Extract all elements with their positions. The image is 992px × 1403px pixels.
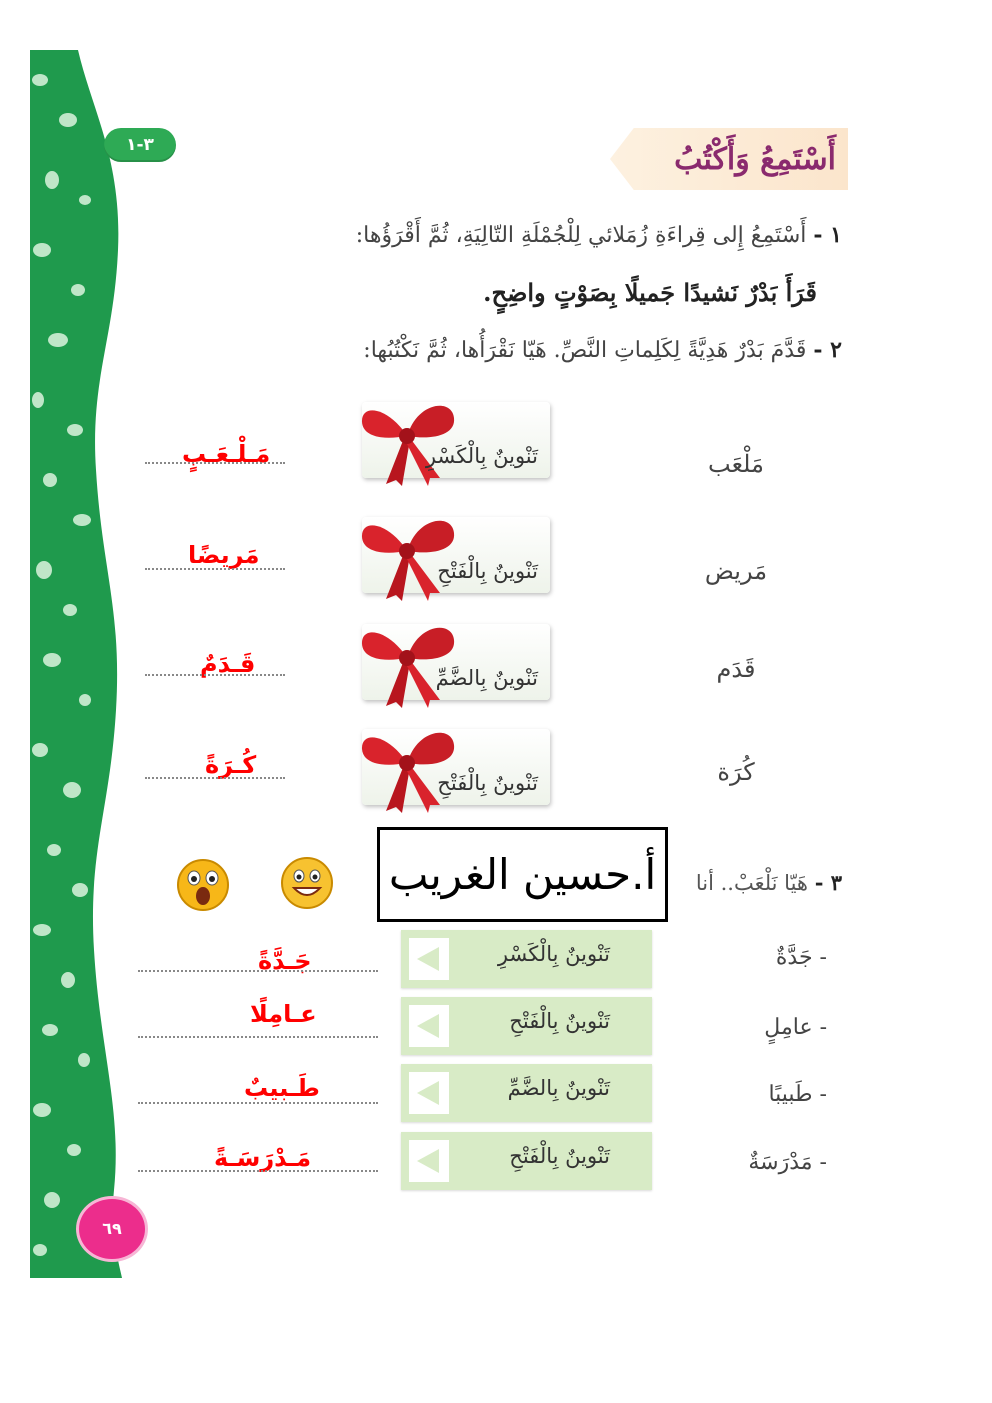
ex2-word-3: قَدَم [716, 655, 756, 683]
exercise-1-sentence: قَرَأَ بَدْرٌ نَشيدًا جَميلًا بِصَوْتٍ واضِحٍ. [483, 278, 817, 307]
ex3-answer-line-3[interactable] [138, 1102, 378, 1104]
ex2-answer-2: مَريضًا [188, 541, 260, 569]
gift-card-4 [362, 729, 550, 805]
exercise-1-text: أَسْتَمِعُ إِلى قِراءَةِ زُمَلائي لِلْجُمْلَةِ التّالِيَةِ، ثُمَّ أَقْرَؤُها: [355, 223, 807, 248]
arrow-slot-icon [409, 1072, 449, 1114]
exercise-2-number: ٢ - [813, 337, 842, 363]
gift-card-1 [362, 402, 550, 478]
ex2-word-2: مَريض [704, 557, 768, 585]
teacher-signature-box: أ.حسين الغريب [377, 827, 668, 922]
arrow-slot-icon [409, 1005, 449, 1047]
gift-card-3 [362, 624, 550, 700]
ex3-label-4: تَنْوينٌ بِالْفَتْحِ [509, 1144, 610, 1168]
exercise-1-instruction [356, 222, 842, 248]
exercise-3-instruction [696, 870, 842, 895]
answer-line-2[interactable] [145, 568, 285, 570]
page-title: أَسْتَمِعُ وَأَكْتُبُ [674, 142, 836, 177]
ex3-box-3 [401, 1064, 652, 1122]
ex3-word-2: - عامِلٍ [764, 1015, 827, 1040]
ex3-answer-3: طَـبيبٌ [244, 1074, 320, 1102]
ex2-answer-3: قَـدَمٌ [200, 650, 256, 678]
ex3-box-2 [401, 997, 652, 1055]
gift-label-2: تَنْوينٌ بِالْفَتْحِ [437, 559, 538, 583]
exercise-1-number: ١ - [813, 222, 842, 248]
gift-card-2 [362, 517, 550, 593]
ex2-word-4: كُرَة [717, 758, 755, 786]
gift-bow-icon [356, 511, 466, 601]
gift-bow-icon [356, 618, 466, 708]
ex3-word-3: - طَبيبًا [768, 1082, 827, 1107]
ex3-answer-1: جَـدَّةً [258, 947, 312, 975]
answer-line-3[interactable] [145, 674, 285, 676]
ex3-box-4 [401, 1132, 652, 1190]
ex3-answer-4: مَـدْرَسَـةً [214, 1144, 312, 1172]
ex2-answer-1: مَـلْـعَـبٍ [182, 440, 271, 468]
exercise-3-text: هَيّا نَلْعَبْ.. أنا [695, 871, 808, 895]
ex2-word-1: مَلْعَب [708, 450, 764, 478]
ex3-answer-line-2[interactable] [138, 1036, 378, 1038]
ex3-word-1: - جَدَّةٌ [775, 945, 827, 970]
surprised-face-icon [176, 858, 230, 912]
smiling-face-icon [280, 856, 334, 910]
ex3-box-1 [401, 930, 652, 988]
gift-label-1: تَنْوينٌ بِالْكَسْرِ [425, 444, 538, 468]
gift-label-4: تَنْوينٌ بِالْفَتْحِ [437, 771, 538, 795]
arrow-slot-icon [409, 1140, 449, 1182]
ex3-answer-2: عـامِلًا [250, 1000, 317, 1028]
exercise-2-instruction [363, 337, 842, 363]
ex3-label-1: تَنْوينٌ بِالْكَسْرِ [497, 942, 610, 966]
ex3-answer-line-4[interactable] [138, 1170, 378, 1172]
answer-line-4[interactable] [145, 777, 285, 779]
ex3-label-2: تَنْوينٌ بِالْفَتْحِ [509, 1009, 610, 1033]
exercise-3-number: ٣ - [814, 870, 842, 895]
answer-line-1[interactable] [145, 462, 285, 464]
gift-bow-icon [356, 723, 466, 813]
unit-badge: ٣-١ [104, 128, 176, 162]
gift-label-3: تَنْوينٌ بِالضَّمِّ [435, 666, 538, 690]
gift-bow-icon [356, 396, 466, 486]
page-number: ٦٩ [76, 1196, 148, 1262]
decorative-green-strip [30, 50, 125, 1278]
ex3-label-3: تَنْوينٌ بِالضَّمِّ [507, 1076, 610, 1100]
ex2-answer-4: كُـرَةً [205, 751, 257, 779]
arrow-slot-icon [409, 938, 449, 980]
ex3-answer-line-1[interactable] [138, 970, 378, 972]
exercise-2-text: قَدَّمَ بَدْرٌ هَدِيَّةً لِكَلِماتِ النَّصِّ. هَيّا نَقْرَأُها، ثُمَّ نَكْتُبُها: [363, 338, 807, 363]
ex3-word-4: - مَدْرَسَةٌ [748, 1150, 827, 1175]
